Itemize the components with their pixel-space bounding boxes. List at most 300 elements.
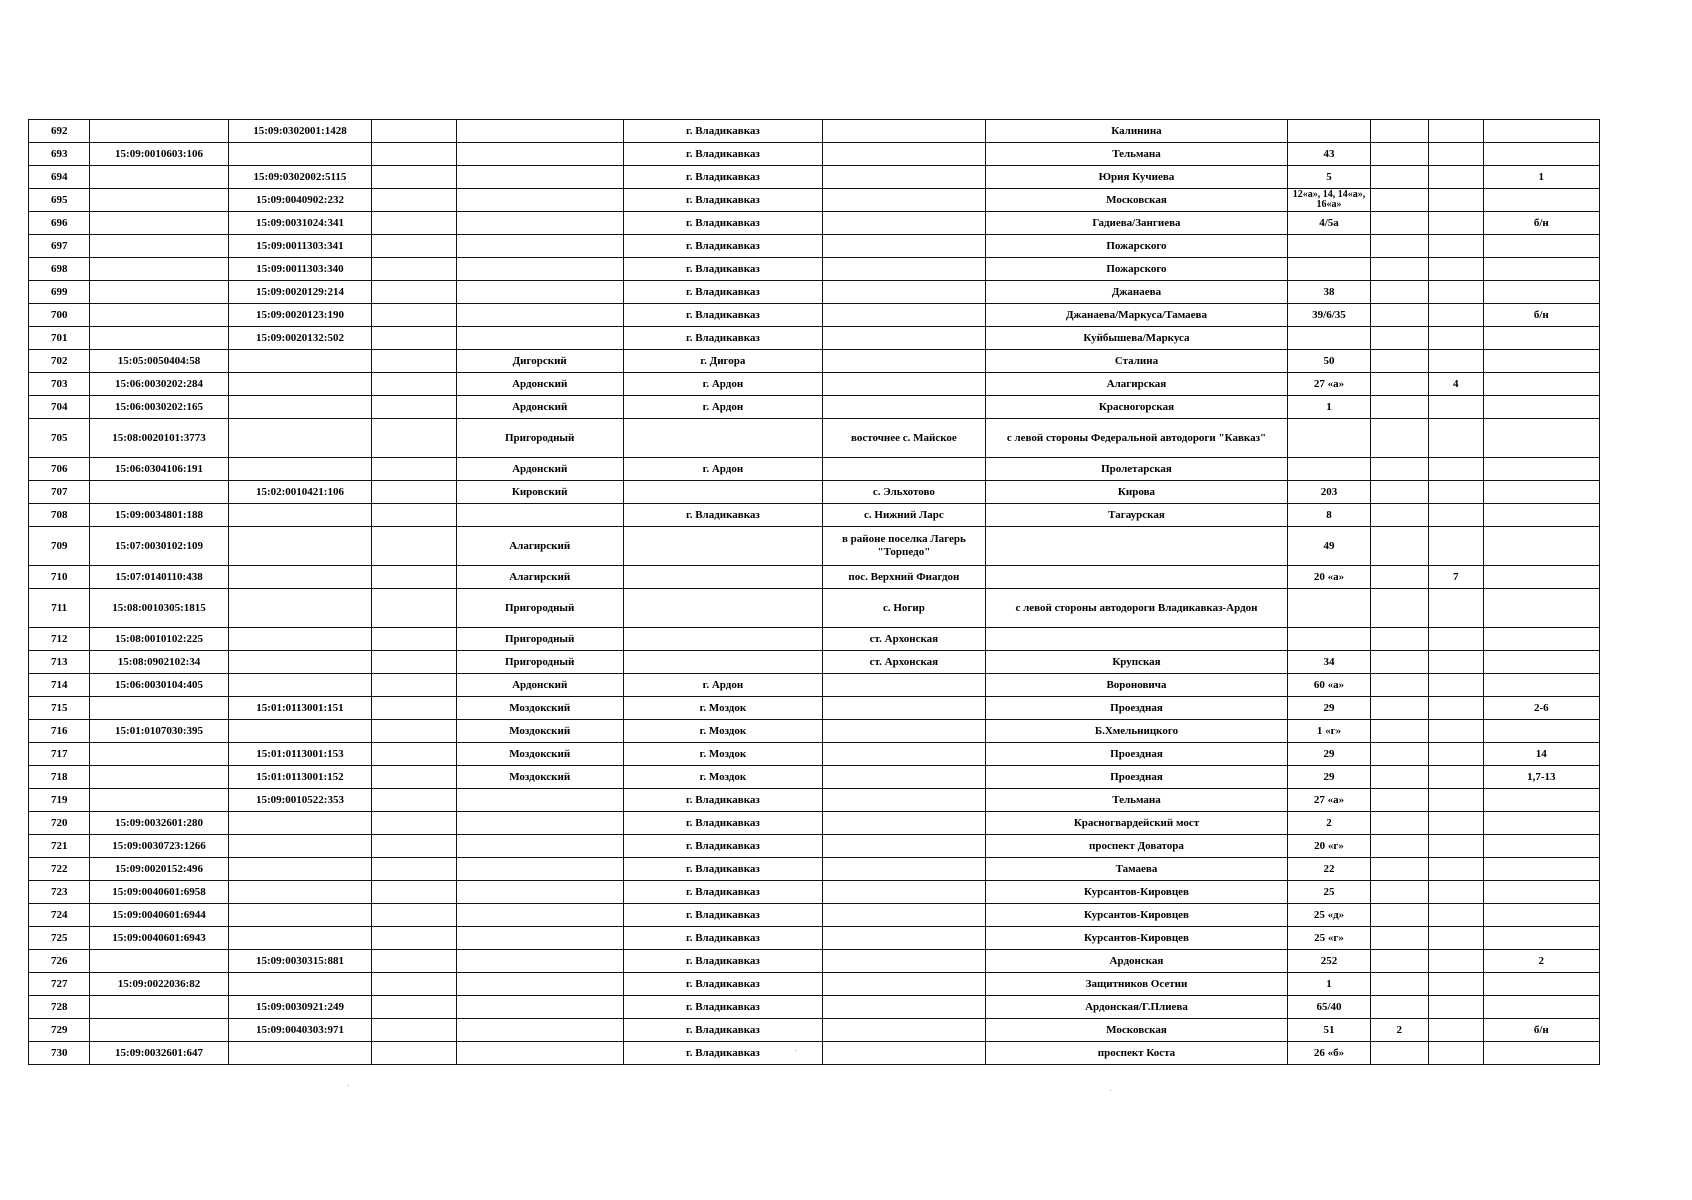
cell-cadastral-number-b: [228, 927, 372, 950]
cell-street: Защитников Осетии: [985, 973, 1288, 996]
cell-blank-column: [372, 628, 456, 651]
cell-city: [623, 628, 823, 651]
cell-blank-column: [372, 835, 456, 858]
cell-cadastral-number-b: [228, 396, 372, 419]
cell-blank-column: [372, 189, 456, 212]
cell-structure: [1428, 189, 1483, 212]
cell-cadastral-number-a: 15:08:0010305:1815: [90, 589, 228, 628]
cell-city: г. Владикавказ: [623, 1042, 823, 1065]
cell-house-number: 29: [1288, 743, 1370, 766]
cell-row-number: 705: [29, 419, 90, 458]
cell-district: Ардонский: [456, 373, 623, 396]
cell-building: [1370, 628, 1428, 651]
cell-cadastral-number-a: 15:09:0022036:82: [90, 973, 228, 996]
cell-structure: [1428, 458, 1483, 481]
cell-city: г. Владикавказ: [623, 973, 823, 996]
cell-building: [1370, 527, 1428, 566]
cell-row-number: 703: [29, 373, 90, 396]
cell-cadastral-number-b: 15:09:0020123:190: [228, 304, 372, 327]
cell-structure: 7: [1428, 566, 1483, 589]
cell-building: [1370, 566, 1428, 589]
cell-building: [1370, 881, 1428, 904]
cell-row-number: 702: [29, 350, 90, 373]
cell-structure: [1428, 927, 1483, 950]
cell-row-number: 699: [29, 281, 90, 304]
cell-blank-column: [372, 419, 456, 458]
cell-street: Московская: [985, 189, 1288, 212]
cell-blank-column: [372, 996, 456, 1019]
cell-house-number: 65/40: [1288, 996, 1370, 1019]
cell-city: г. Владикавказ: [623, 858, 823, 881]
cell-locality: [823, 143, 985, 166]
cell-street: Проездная: [985, 697, 1288, 720]
cell-city: г. Ардон: [623, 674, 823, 697]
cell-building: [1370, 419, 1428, 458]
cell-street: Калинина: [985, 120, 1288, 143]
cell-blank-column: [372, 281, 456, 304]
cell-building: [1370, 481, 1428, 504]
cell-locality: [823, 812, 985, 835]
cell-locality: восточнее с. Майское: [823, 419, 985, 458]
cell-district: [456, 258, 623, 281]
cell-structure: [1428, 881, 1483, 904]
cell-locality: [823, 189, 985, 212]
cell-blank-column: [372, 858, 456, 881]
cell-city: г. Владикавказ: [623, 904, 823, 927]
cell-street: Красногвардейский мост: [985, 812, 1288, 835]
cell-district: Пригородный: [456, 651, 623, 674]
cell-row-number: 712: [29, 628, 90, 651]
cell-street: Курсантов-Кировцев: [985, 927, 1288, 950]
cell-blank-column: [372, 766, 456, 789]
cell-cadastral-number-a: [90, 327, 228, 350]
cell-cadastral-number-a: [90, 189, 228, 212]
cell-locality: [823, 743, 985, 766]
cell-premises: [1483, 720, 1599, 743]
cell-house-number: 29: [1288, 697, 1370, 720]
cell-blank-column: [372, 258, 456, 281]
cell-locality: [823, 674, 985, 697]
cell-street: Джанаева: [985, 281, 1288, 304]
cell-building: [1370, 812, 1428, 835]
cell-building: [1370, 720, 1428, 743]
cell-blank-column: [372, 212, 456, 235]
cell-cadastral-number-a: 15:09:0010603:106: [90, 143, 228, 166]
cell-locality: [823, 835, 985, 858]
cell-street: Вороновича: [985, 674, 1288, 697]
cell-locality: [823, 304, 985, 327]
cell-locality: [823, 350, 985, 373]
cell-street: Тамаева: [985, 858, 1288, 881]
table-row: [29, 235, 1600, 258]
cell-house-number: 29: [1288, 766, 1370, 789]
cell-blank-column: [372, 720, 456, 743]
cell-structure: [1428, 166, 1483, 189]
cell-blank-column: [372, 481, 456, 504]
cell-building: [1370, 589, 1428, 628]
cell-cadastral-number-a: 15:09:0030723:1266: [90, 835, 228, 858]
cell-house-number: 2: [1288, 812, 1370, 835]
cell-locality: [823, 281, 985, 304]
cell-house-number: [1288, 628, 1370, 651]
cell-street: Сталина: [985, 350, 1288, 373]
cell-city: г. Владикавказ: [623, 189, 823, 212]
cell-city: г. Ардон: [623, 373, 823, 396]
cell-house-number: [1288, 258, 1370, 281]
cell-house-number: 12«а», 14, 14«а», 16«а»: [1288, 189, 1370, 212]
table-row: [29, 720, 1600, 743]
cell-structure: [1428, 589, 1483, 628]
cell-blank-column: [372, 458, 456, 481]
cell-district: [456, 858, 623, 881]
cell-cadastral-number-b: [228, 419, 372, 458]
cell-cadastral-number-b: 15:09:0010522:353: [228, 789, 372, 812]
cell-city: г. Владикавказ: [623, 950, 823, 973]
cell-district: [456, 996, 623, 1019]
cell-cadastral-number-a: 15:06:0030202:165: [90, 396, 228, 419]
cell-street: Тельмана: [985, 143, 1288, 166]
cell-district: [456, 281, 623, 304]
cell-cadastral-number-a: 15:08:0902102:34: [90, 651, 228, 674]
cell-cadastral-number-b: [228, 628, 372, 651]
cell-city: [623, 566, 823, 589]
cell-street: Б.Хмельницкого: [985, 720, 1288, 743]
cell-street: Юрия Кучиева: [985, 166, 1288, 189]
cell-premises: [1483, 189, 1599, 212]
cell-house-number: [1288, 120, 1370, 143]
cell-city: г. Владикавказ: [623, 327, 823, 350]
cell-building: [1370, 281, 1428, 304]
cell-cadastral-number-b: [228, 904, 372, 927]
cell-district: [456, 235, 623, 258]
cell-cadastral-number-a: 15:06:0304106:191: [90, 458, 228, 481]
cell-street: Курсантов-Кировцев: [985, 904, 1288, 927]
cell-locality: в районе поселка Лагерь "Торпедо": [823, 527, 985, 566]
cell-cadastral-number-b: [228, 651, 372, 674]
table-row: [29, 589, 1600, 628]
cell-building: [1370, 189, 1428, 212]
cell-locality: [823, 235, 985, 258]
cell-structure: [1428, 904, 1483, 927]
cell-house-number: 20 «г»: [1288, 835, 1370, 858]
cell-house-number: 25 «д»: [1288, 904, 1370, 927]
cell-street: [985, 566, 1288, 589]
cell-blank-column: [372, 674, 456, 697]
cell-house-number: 8: [1288, 504, 1370, 527]
cell-row-number: 700: [29, 304, 90, 327]
cell-district: Алагирский: [456, 527, 623, 566]
cell-cadastral-number-b: [228, 589, 372, 628]
cell-blank-column: [372, 697, 456, 720]
table-row: [29, 1042, 1600, 1065]
cell-row-number: 704: [29, 396, 90, 419]
cell-street: Тагаурская: [985, 504, 1288, 527]
cell-blank-column: [372, 950, 456, 973]
cell-cadastral-number-b: 15:09:0302002:5115: [228, 166, 372, 189]
cell-building: [1370, 235, 1428, 258]
cell-city: [623, 481, 823, 504]
cell-city: г. Дигора: [623, 350, 823, 373]
cell-row-number: 724: [29, 904, 90, 927]
cell-cadastral-number-b: 15:01:0113001:153: [228, 743, 372, 766]
cell-blank-column: [372, 373, 456, 396]
cell-row-number: 706: [29, 458, 90, 481]
cell-premises: [1483, 589, 1599, 628]
cell-district: [456, 504, 623, 527]
cell-house-number: 203: [1288, 481, 1370, 504]
cell-building: [1370, 258, 1428, 281]
cell-cadastral-number-b: [228, 504, 372, 527]
table-row: [29, 327, 1600, 350]
cell-city: г. Владикавказ: [623, 835, 823, 858]
cell-house-number: 1: [1288, 396, 1370, 419]
cell-row-number: 728: [29, 996, 90, 1019]
table-row: [29, 304, 1600, 327]
cell-cadastral-number-b: 15:09:0020132:502: [228, 327, 372, 350]
cell-premises: [1483, 143, 1599, 166]
cell-district: [456, 904, 623, 927]
cell-row-number: 720: [29, 812, 90, 835]
table-row: [29, 281, 1600, 304]
cell-city: г. Владикавказ: [623, 504, 823, 527]
cell-district: Пригородный: [456, 589, 623, 628]
table-row: [29, 419, 1600, 458]
cell-house-number: 49: [1288, 527, 1370, 566]
cell-structure: [1428, 743, 1483, 766]
cell-house-number: 27 «а»: [1288, 373, 1370, 396]
cell-row-number: 725: [29, 927, 90, 950]
cell-structure: [1428, 789, 1483, 812]
cell-street: проспект Доватора: [985, 835, 1288, 858]
cell-building: [1370, 373, 1428, 396]
cell-structure: [1428, 697, 1483, 720]
cell-street: [985, 628, 1288, 651]
cell-cadastral-number-b: [228, 350, 372, 373]
registry-table: [28, 119, 1600, 1065]
cell-house-number: [1288, 419, 1370, 458]
table-row: [29, 166, 1600, 189]
cell-premises: [1483, 904, 1599, 927]
cell-structure: [1428, 628, 1483, 651]
table-row: [29, 927, 1600, 950]
cell-structure: [1428, 973, 1483, 996]
cell-locality: [823, 904, 985, 927]
cell-building: 2: [1370, 1019, 1428, 1042]
cell-row-number: 722: [29, 858, 90, 881]
cell-house-number: 1 «г»: [1288, 720, 1370, 743]
cell-street: Курсантов-Кировцев: [985, 881, 1288, 904]
cell-structure: [1428, 950, 1483, 973]
cell-house-number: 27 «а»: [1288, 789, 1370, 812]
cell-premises: 1,7-13: [1483, 766, 1599, 789]
table-row: [29, 458, 1600, 481]
cell-locality: [823, 927, 985, 950]
table-row: [29, 189, 1600, 212]
cell-structure: [1428, 1019, 1483, 1042]
cell-cadastral-number-b: [228, 527, 372, 566]
cell-city: [623, 589, 823, 628]
cell-cadastral-number-a: [90, 212, 228, 235]
cell-building: [1370, 120, 1428, 143]
cell-cadastral-number-a: 15:09:0040601:6958: [90, 881, 228, 904]
cell-locality: [823, 458, 985, 481]
cell-premises: [1483, 812, 1599, 835]
cell-premises: [1483, 881, 1599, 904]
cell-locality: [823, 766, 985, 789]
cell-building: [1370, 327, 1428, 350]
cell-house-number: 50: [1288, 350, 1370, 373]
cell-house-number: 38: [1288, 281, 1370, 304]
cell-building: [1370, 458, 1428, 481]
cell-house-number: 39/6/35: [1288, 304, 1370, 327]
cell-building: [1370, 212, 1428, 235]
cell-cadastral-number-a: [90, 996, 228, 1019]
cell-premises: [1483, 651, 1599, 674]
cell-premises: [1483, 504, 1599, 527]
cell-building: [1370, 143, 1428, 166]
cell-city: [623, 527, 823, 566]
cell-structure: [1428, 651, 1483, 674]
cell-district: [456, 835, 623, 858]
cell-city: г. Владикавказ: [623, 143, 823, 166]
cell-cadastral-number-b: [228, 973, 372, 996]
cell-district: Пригородный: [456, 419, 623, 458]
table-row: [29, 881, 1600, 904]
cell-district: Моздокский: [456, 720, 623, 743]
cell-city: г. Владикавказ: [623, 304, 823, 327]
table-row: [29, 396, 1600, 419]
cell-cadastral-number-a: [90, 789, 228, 812]
cell-house-number: [1288, 458, 1370, 481]
table-row: [29, 789, 1600, 812]
cell-cadastral-number-b: [228, 458, 372, 481]
cell-cadastral-number-a: [90, 235, 228, 258]
cell-district: [456, 327, 623, 350]
cell-building: [1370, 396, 1428, 419]
table-row: [29, 373, 1600, 396]
cell-row-number: 715: [29, 697, 90, 720]
cell-row-number: 730: [29, 1042, 90, 1065]
cell-blank-column: [372, 527, 456, 566]
cell-locality: [823, 1042, 985, 1065]
cell-row-number: 707: [29, 481, 90, 504]
cell-city: г. Владикавказ: [623, 258, 823, 281]
cell-building: [1370, 858, 1428, 881]
cell-cadastral-number-a: [90, 950, 228, 973]
cell-district: [456, 812, 623, 835]
cell-cadastral-number-b: [228, 835, 372, 858]
cell-house-number: 60 «а»: [1288, 674, 1370, 697]
cell-cadastral-number-b: 15:09:0040902:232: [228, 189, 372, 212]
cell-blank-column: [372, 1042, 456, 1065]
cell-premises: б/н: [1483, 1019, 1599, 1042]
cell-structure: [1428, 143, 1483, 166]
cell-premises: [1483, 566, 1599, 589]
cell-locality: [823, 327, 985, 350]
cell-premises: [1483, 327, 1599, 350]
cell-district: [456, 927, 623, 950]
cell-cadastral-number-a: 15:09:0032601:647: [90, 1042, 228, 1065]
cell-district: [456, 950, 623, 973]
cell-street: Ардонская/Г.Плиева: [985, 996, 1288, 1019]
registry-table-body: [29, 120, 1600, 1065]
cell-locality: [823, 858, 985, 881]
cell-structure: [1428, 120, 1483, 143]
cell-premises: [1483, 396, 1599, 419]
cell-city: г. Моздок: [623, 697, 823, 720]
cell-city: г. Владикавказ: [623, 1019, 823, 1042]
cell-city: г. Владикавказ: [623, 881, 823, 904]
cell-house-number: 1: [1288, 973, 1370, 996]
table-row: [29, 697, 1600, 720]
cell-street: Пролетарская: [985, 458, 1288, 481]
cell-cadastral-number-b: 15:01:0113001:151: [228, 697, 372, 720]
cell-district: [456, 189, 623, 212]
cell-locality: пос. Верхний Фиагдон: [823, 566, 985, 589]
table-row: [29, 143, 1600, 166]
cell-row-number: 718: [29, 766, 90, 789]
cell-street: Проездная: [985, 743, 1288, 766]
cell-building: [1370, 697, 1428, 720]
cell-city: [623, 419, 823, 458]
cell-building: [1370, 350, 1428, 373]
cell-house-number: 252: [1288, 950, 1370, 973]
cell-locality: [823, 1019, 985, 1042]
cell-blank-column: [372, 743, 456, 766]
cell-cadastral-number-b: 15:09:0031024:341: [228, 212, 372, 235]
cell-cadastral-number-b: [228, 881, 372, 904]
cell-premises: [1483, 458, 1599, 481]
cell-premises: [1483, 281, 1599, 304]
cell-cadastral-number-b: 15:09:0030315:881: [228, 950, 372, 973]
cell-building: [1370, 904, 1428, 927]
cell-street: Московская: [985, 1019, 1288, 1042]
cell-house-number: 25: [1288, 881, 1370, 904]
cell-district: [456, 881, 623, 904]
cell-premises: [1483, 996, 1599, 1019]
cell-district: Ардонский: [456, 396, 623, 419]
cell-premises: [1483, 235, 1599, 258]
cell-city: г. Ардон: [623, 396, 823, 419]
cell-row-number: 710: [29, 566, 90, 589]
cell-building: [1370, 504, 1428, 527]
table-row: [29, 674, 1600, 697]
cell-cadastral-number-a: 15:01:0107030:395: [90, 720, 228, 743]
cell-premises: [1483, 927, 1599, 950]
cell-district: Кировский: [456, 481, 623, 504]
cell-structure: 4: [1428, 373, 1483, 396]
cell-row-number: 696: [29, 212, 90, 235]
cell-premises: 14: [1483, 743, 1599, 766]
cell-cadastral-number-b: 15:09:0302001:1428: [228, 120, 372, 143]
cell-cadastral-number-b: [228, 720, 372, 743]
cell-street: Пожарского: [985, 235, 1288, 258]
cell-city: г. Владикавказ: [623, 789, 823, 812]
cell-cadastral-number-a: [90, 697, 228, 720]
cell-blank-column: [372, 973, 456, 996]
cell-premises: [1483, 350, 1599, 373]
cell-district: Дигорский: [456, 350, 623, 373]
cell-street: Пожарского: [985, 258, 1288, 281]
cell-city: г. Моздок: [623, 766, 823, 789]
cell-structure: [1428, 327, 1483, 350]
cell-district: [456, 304, 623, 327]
cell-premises: б/н: [1483, 304, 1599, 327]
cell-district: Пригородный: [456, 628, 623, 651]
cell-structure: [1428, 419, 1483, 458]
cell-cadastral-number-b: 15:09:0011303:340: [228, 258, 372, 281]
cell-cadastral-number-b: [228, 812, 372, 835]
